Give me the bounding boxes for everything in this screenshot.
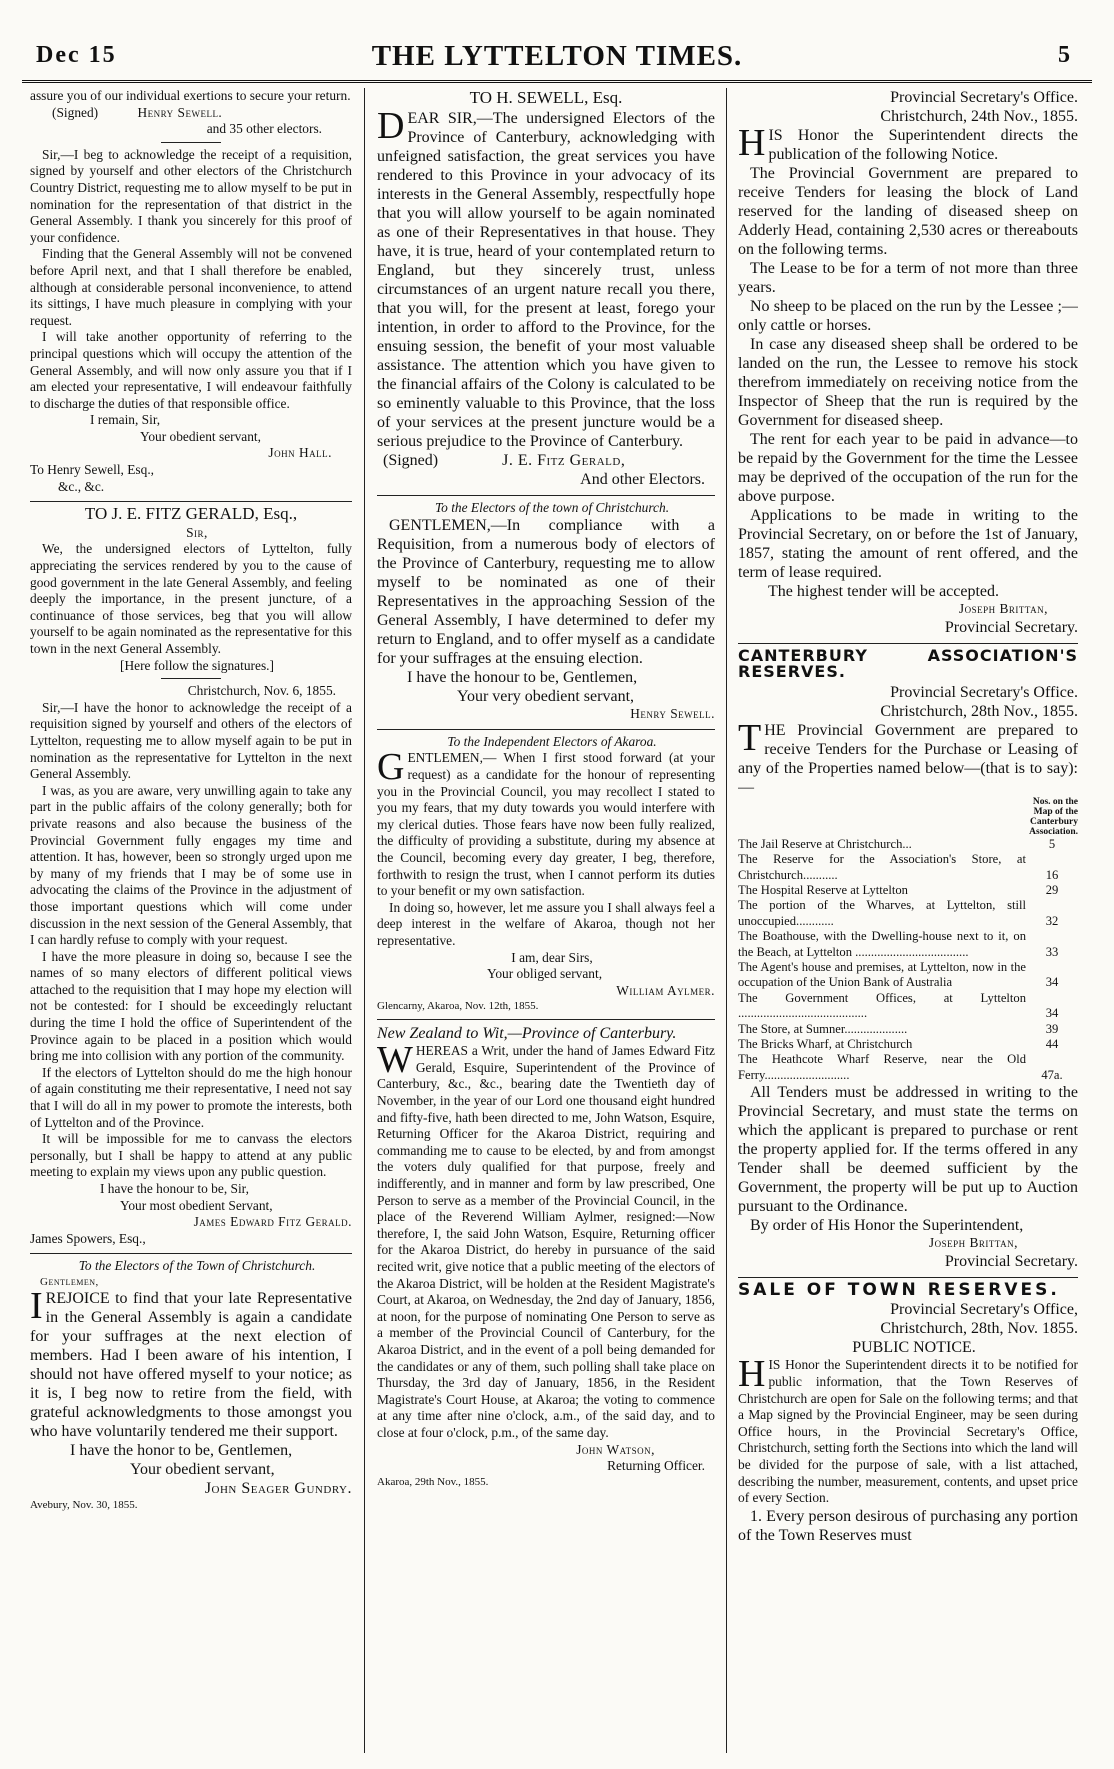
signer-name: J. E. Fitz Gerald, [502,451,626,469]
drop-cap: I [30,1284,43,1327]
table-row [738,929,1078,960]
divider [738,1277,1078,1278]
office-line: Provincial Secretary's Office. [890,89,1078,106]
divider [377,729,715,730]
dateline: Christchurch, 24th Nov., 1855. [880,108,1078,125]
reserve-name: The Hospital Reserve at Lyttelton [738,883,908,897]
notice-heading: To the Electors of the town of Christchurch. [434,499,670,515]
paragraph: Applications to be made in writing to the Provincial Secretary, on or before the 1st of January, 1857, stating the amount of rent offered, and the term of lease required. [738,507,1078,581]
paragraph: The highest tender will be accepted. [768,583,1000,600]
table-row [738,883,1078,898]
notice-title: PUBLIC NOTICE. [852,1339,976,1357]
paragraph: I have the more pleasure in doing so, because I see the names of so many electors of different political views attached to the requisition that I may hope my election will not be contested: for I should be exceedingly reluctant during the time I hold the office of Superintendent of the Province again to be placed in a position which would bring me into collision with any portion of the community. [30,948,352,1064]
notice-heading: TO J. E. FITZ GERALD, Esq., [84,504,298,524]
table-row [738,960,1078,991]
addressee: James Spowers, Esq., [30,1230,146,1246]
map-number: 29 [1045,883,1059,897]
table-row [738,991,1078,1022]
paragraph: All Tenders must be addressed in writing to the Provincial Secretary, and must state the terms on which the applicant is prepared to purchase or rent the property applied for. If the terms offered in any Tender shall be deemed sufficient by the Government, the property will be put up to Auction pursuant to the Ordinance. [738,1084,1078,1216]
paragraph: GENTLEMEN,—In compliance with a Requisition, from a numerous body of electors of the Province of Canterbury, requesting me to allow myself to be nominated as one of their Representatives in the approaching Session of the General Assembly, I have determined to defer my return to England, and to offer myself as a candidate for your suffrages at the ensuing election. [377,517,715,668]
closing: Your very obedient servant, [457,688,635,706]
paragraph: Finding that the General Assembly will not be convened before April next, and that I shall therefore be enabled, although at considerable personal inconvenience, to attend its sittings, I have much pleasure in complying with your request. [30,246,352,328]
notice-heading: SALE OF TOWN RESERVES. [738,1279,1060,1300]
column-2 [377,88,715,1753]
map-number: 33 [1045,944,1059,959]
paragraph: I was, as you are aware, very unwilling again to take any part in the public affairs of the colony generally; both for private reasons and also because the business of the Provincial Government fully engages my time and attention. It has, however, been so strongly urged upon me by many of my friends that I may be of some use in advocating the claims of the Province in the adjustment of those important questions which will come under discussion in the next session of the General Assembly, that I can hardly refuse to comply with your request. [30,782,352,948]
signer-name: James Edward Fitz Gerald. [193,1214,352,1230]
paragraph: It will be impossible for me to canvass the electors personally, but I shall be happy to attend at any public meeting to explain my views upon any public question. [30,1131,352,1180]
divider [161,678,221,679]
signer-name: Joseph Brittan, [928,1235,1018,1251]
office-line: Provincial Secretary's Office, [890,1301,1078,1319]
dateline: Christchurch, Nov. 6, 1855. [187,683,336,699]
reserve-name: The Store, at Sumner.................... [738,1021,908,1036]
reserve-name: The Jail Reserve at Christchurch... [738,836,912,851]
dateline: Glencarny, Akaroa, Nov. 12th, 1855. [377,1000,539,1013]
issue-date: Dec 15 [36,42,117,68]
table-row [738,1022,1078,1037]
signer-name: John Hall. [268,445,332,461]
paragraph: By order of His Honor the Superintendent, [750,1217,1024,1235]
masthead [22,40,1092,83]
dateline: Avebury, Nov. 30, 1855. [30,1498,138,1511]
office-line: Provincial Secretary's Office. [890,683,1078,701]
drop-cap: G [377,746,405,789]
paragraph: 1. Every person desirous of purchasing any portion of the Town Reserves must [738,1507,1078,1544]
signed-label: (Signed) [52,104,99,120]
divider [30,1253,352,1254]
table-row [738,852,1078,883]
column-3 [738,88,1078,1753]
paragraph: IREJOICE to find that your late Representative in the General Assembly is again a candidate for your suffrages at the next election of members. Had I been aware of his intention, I should not have offered myself to your notice; as it is, I beg now to retire from the field, with grateful acknowledgments to those amongst you who have voluntarily tendered me their support. [30,1284,352,1440]
paragraph: If the electors of Lyttelton should do me the high honour of again constituting me their representative, I need not say that I will do all in my power to promote the interests, both of Lyttelton and of the Province. [30,1064,352,1130]
signer-name: Henry Sewell. [630,706,715,722]
paragraph: The rent for each year to be paid in advance—to be repaid by the Government for the time the Lessee may be deprived of the occupation of the run for the above purpose. [738,431,1078,505]
divider [161,142,221,143]
map-number: 34 [1045,1006,1059,1021]
closing: Your most obedient Servant, [120,1197,273,1213]
drop-cap: W [377,1039,413,1082]
paragraph: HIS Honor the Superintendent directs it to be notified for public information, that the Town Reserves of Christchurch are open for Sale on the following terms; and that a Map signed by the Provincial Engineer, may be seen during Office hours, in the Provincial Secretary's Office, Christchurch, setting forth the Sections into which the land will be divided for the purpose of sale, with a list attached, describing the number, measurement, contents, and upset price of every Section. [738,1353,1078,1506]
signer-title: Provincial Secretary. [944,1252,1078,1270]
salutation: Sir, [186,524,208,540]
signer-others: and 35 other electors. [206,121,322,137]
addressee: &c., &c. [58,478,105,494]
divider [377,1019,715,1020]
paragraph: GENTLEMEN,— When I first stood forward (at your request) as a candidate for the honour of representing you in the Provincial Council, you may recollect I stated to you my fears, that my duty towards you would interfere with my clerical duties. Those fears have now been fully realized, the difficulty of providing a substitute, during my absence at the Council, becoming every day greater, I beg, therefore, forthwith to resign the trust, when I cannot perform its duties to your benefit or my own satisfaction. [377,746,715,899]
signer-title: Provincial Secretary. [944,618,1078,636]
reserves-table [738,837,1078,1084]
paragraph: Sir,—I have the honor to acknowledge the receipt of a requisition signed by yourself and others of the electors of Lyttelton, requesting me to allow myself again to be put in nomination as the representative for Lyttelton in the next General Assembly. [30,699,352,782]
newspaper-title: THE LYTTELTON TIMES. [371,40,743,72]
dateline: Christchurch, 28th, Nov. 1855. [880,1320,1078,1338]
paragraph: Sir,—I beg to acknowledge the receipt of a requisition, signed by yourself and other electors of the Christchurch Country District, requesting me to allow myself to be put in nomination for the representation of that district in the General Assembly. I thank you sincerely for this proof of your confidence. [30,146,352,245]
signatures-note: [Here follow the signatures.] [120,657,274,673]
divider [30,501,352,502]
paragraph: In doing so, however, let me assure you I shall always feel a deep interest in the welfare of Akaroa, though not her representative. [377,899,715,948]
table-row [738,1052,1078,1083]
salutation: Gentlemen, [40,1275,99,1288]
dateline: Akaroa, 29th Nov., 1855. [377,1475,489,1488]
map-number-header: Nos. on the Map of the Canterbury Association. [1029,796,1078,837]
paragraph: assure you of our individual exertions to secure your return. [30,88,351,103]
column-rule [726,88,727,1753]
paragraph: THE Provincial Government are prepared to receive Tenders for the Purchase or Leasing of any of the Properties named below—(that is to say):— [738,716,1078,796]
paragraph: The Lease to be for a term of not more than three years. [738,260,1078,296]
paragraph: No sheep to be placed on the run by the Lessee ;—only cattle or horses. [738,298,1078,334]
signer-name: John Seager Gundry. [204,1479,352,1497]
addressee: To Henry Sewell, Esq., [30,462,155,478]
map-number: 5 [1048,836,1056,851]
reserve-name: The Boathouse, with the Dwelling-house next to it, on the Beach, at Lyttelton .................................... [738,929,1026,959]
signer-name: John Watson, [576,1441,655,1457]
divider [377,495,715,496]
page-number: 5 [1058,42,1070,68]
signer-others: And other Electors. [580,470,705,488]
reserve-name: The Reserve for the Association's Store, at Christchurch........... [738,852,1026,882]
paragraph: DEAR SIR,—The undersigned Electors of the Province of Canterbury, acknowledging with unfeigned satisfaction, the great services you have rendered to this Province in your advocacy of its interests in the General Assembly, respectfully hope that you will allow yourself to be again nominated as one of their Representatives in that house. They have, it is true, heard of your contemplated return to England, but they sincerely trust, unless circumstances of an urgent nature recall you there, that you will, for the present at least, forego your intention, in order to afford to the Province, for the ensuing session, the benefit of your most valuable assistance. The attention which you have given to the financial affairs of the Colony is calculated to be so eminently valuable to this Province, that the loss of your services at the present juncture would be a serious prejudice to the Province of Canterbury. [377,104,715,450]
closing: Your obliged servant, [487,966,603,982]
closing: I remain, Sir, [90,412,161,428]
map-number: 47a. [1041,1067,1063,1082]
closing: I have the honour to be, Sir, [100,1181,249,1196]
signature-line [377,451,715,470]
reserve-name: The Agent's house and premises, at Lyttelton, now in the occupation of the Union Bank of Australia [738,960,1026,990]
drop-cap: D [377,104,405,147]
signer-name: William Aylmer. [616,982,715,998]
paragraph: The Provincial Government are prepared to receive Tenders for leasing the block of Land reserved for the landing of diseased sheep on Adderly Head, containing 2,530 acres or thereabouts on the following terms. [738,165,1078,258]
divider [738,643,1078,644]
reserve-name: The Government Offices, at Lyttelton ......................................... [738,990,1026,1021]
paragraph: I will take another opportunity of referring to the principal questions which will occupy the attention of the General Assembly, and will now only assure you that if I am elected your representative, I will endeavour faithfully to discharge the duties of that responsible office. [30,329,352,411]
signed-label: (Signed) [383,451,439,469]
signer-name: Joseph Brittan, [958,601,1048,616]
closing: I am, dear Sirs, [511,949,593,965]
closing: I have the honor to be, Gentlemen, [70,1441,293,1459]
table-row [738,898,1078,929]
map-number: 32 [1045,913,1059,928]
paragraph: In case any diseased sheep shall be ordered to be landed on the run, the Lessee to remove his stock therefrom immediately on receiving notice from the Inspector of Sheep that the run is required by the Government for diseased sheep. [738,336,1078,429]
notice-heading: To the Electors of the Town of Christchurch. [78,1258,316,1274]
reserve-name: The Bricks Wharf, at Christchurch [738,1037,913,1052]
column-1 [30,88,352,1753]
paragraph: HIS Honor the Superintendent directs the publication of the following Notice. [738,122,1078,164]
drop-cap: T [738,716,762,759]
reserve-name: The Heathcote Wharf Reserve, near the Old Ferry........................... [738,1052,1026,1082]
signer-title: Returning Officer. [607,1458,705,1474]
notice-heading: CANTERBURY ASSOCIATION'S RESERVES. [738,645,1078,682]
drop-cap: H [738,122,766,164]
drop-cap: H [738,1353,766,1396]
table-row [738,1037,1078,1052]
paragraph: WHEREAS a Writ, under the hand of James Edward Fitz Gerald, Esquire, Superintendent of the Province of Canterbury, &c., &c., bearing date the Twentieth day of November, in the year of our Lord one thousand eight hundred and fifty-five, hath been directed to me, John Watson, Esquire, Returning Officer for the Akaroa District, requiring and commanding me to cause to be elected, by and from amongst the voters duly qualified for that purpose, freely and indifferently, and in manner and form by law prescribed, One Person to serve as a member of the Provincial Council, in the place of the Reverend William Aylmer, resigned:—Now therefore, I, the said John Watson, Esquire, Returning officer for the Akaroa District, do hereby in pursuance of the said recited writ, give notice that a public meeting of the electors of the Akaroa District, will be holden at the Resident Magistrate's Court, at Akaroa, on Wednesday, the 2nd day of January, 1856, at noon, for the purpose of nominating One Person to serve as a member of the Provincial Council of Canterbury, for the Akaroa District, and in the event of a poll being demanded for the candidates or any of them, such polling shall take place on Thursday, the 3rd day of January, 1856, in the Resident Magistrate's Court House, at Akaroa; the voting to commence at any time after nine o'clock, a.m., of the said day, and to close at four o'clock, p.m., of the same day. [377,1039,715,1440]
closing: I have the honour to be, Gentlemen, [407,669,638,687]
closing: Your obedient servant, [130,1460,275,1478]
map-number: 16 [1045,867,1059,882]
table-row [738,837,1078,852]
signer-name: Henry Sewell. [137,104,223,120]
map-number: 34 [1045,975,1059,990]
closing: Your obedient servant, [140,428,261,444]
paragraph: We, the undersigned electors of Lyttelton, fully appreciating the services rendered by you to the cause of good government in the late General Assembly, and feeling deeply the importance, in the present juncture, of a continuance of those services, beg that you will allow yourself to be again nominated as the representative for this town in the next General Assembly. [30,541,352,656]
reserve-name: The portion of the Wharves, at Lyttelton, still unoccupied............ [738,898,1026,928]
signature-line [30,105,352,122]
dateline: Christchurch, 28th Nov., 1855. [880,702,1078,720]
notice-heading: New Zealand to Wit,—Province of Canterbury. [377,1025,677,1043]
map-number: 39 [1045,1021,1059,1036]
map-number: 44 [1045,1037,1059,1052]
column-rule [364,88,365,1753]
notice-heading: TO H. SEWELL, Esq. [469,88,623,107]
notice-heading: To the Independent Electors of Akaroa. [447,733,657,749]
